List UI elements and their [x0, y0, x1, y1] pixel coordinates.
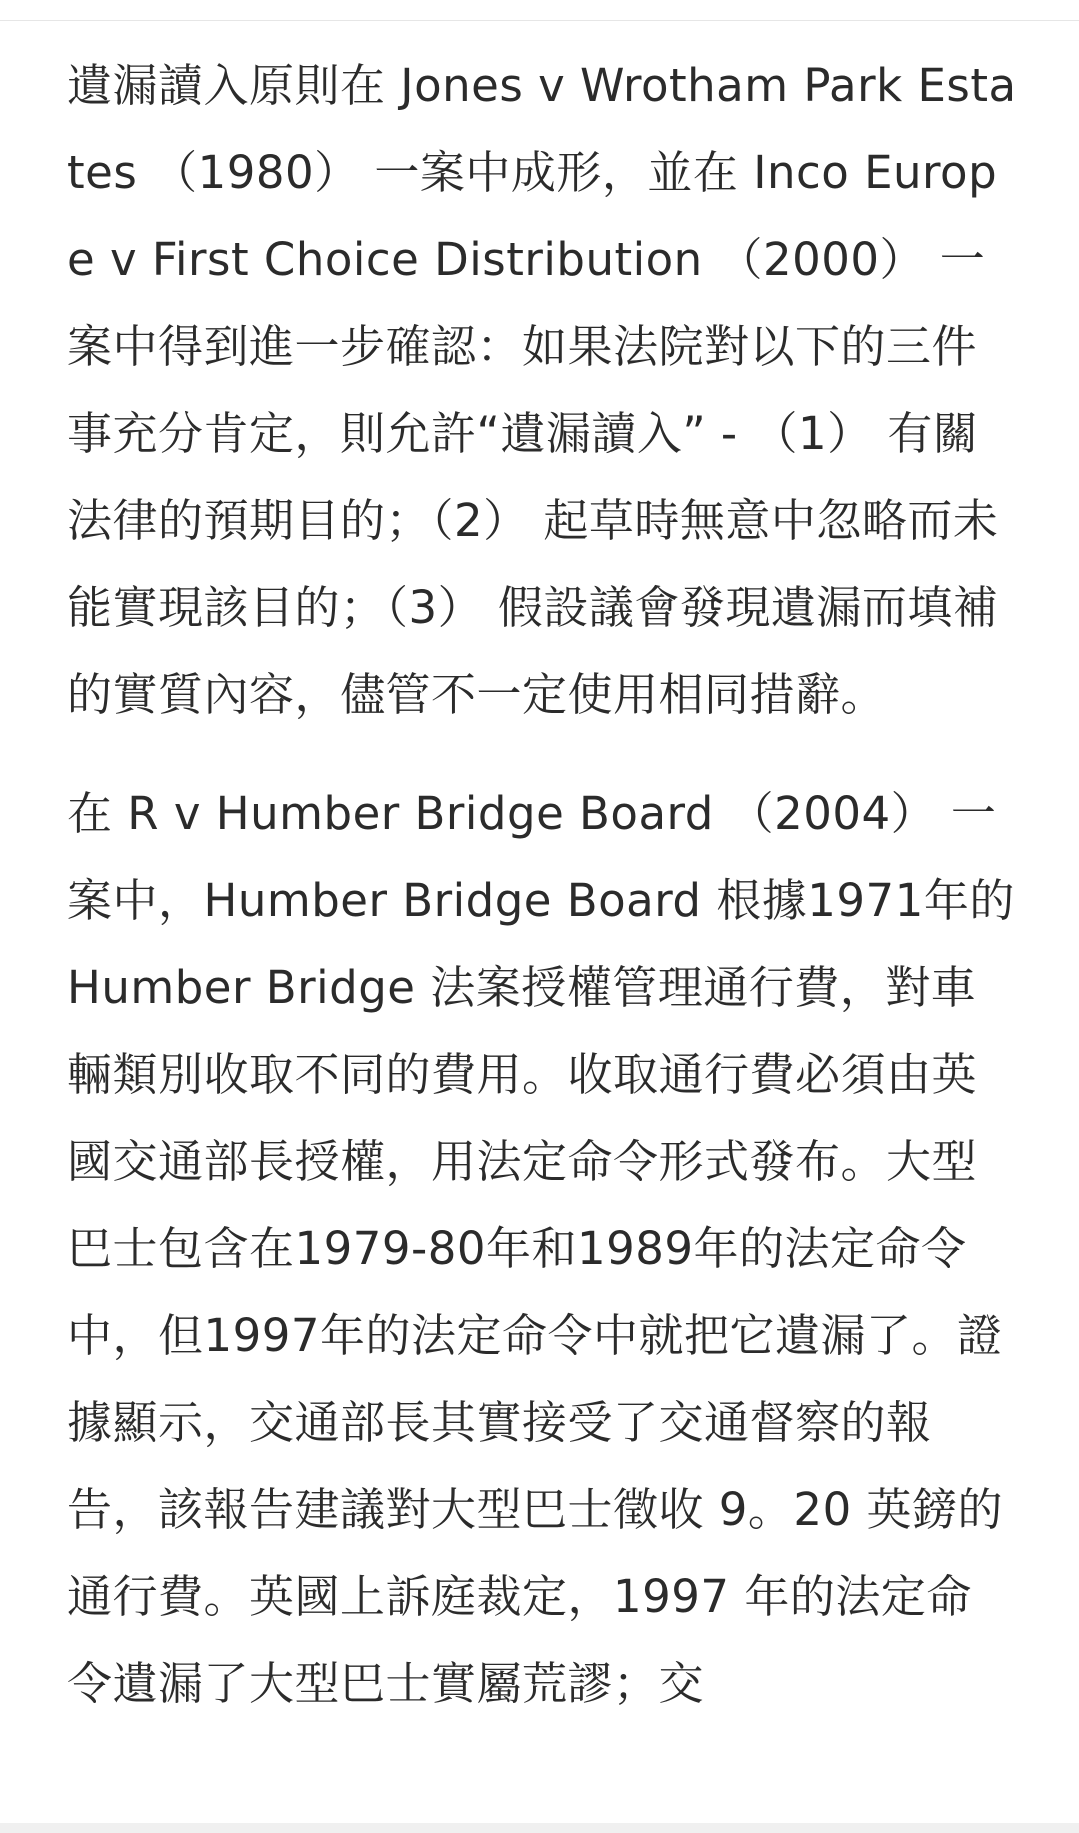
paragraph-humber-bridge-case: 在 R v Humber Bridge Board （2004） 一案中，Humber Bridge Board 根據1971年的 Humber Bridge 法案授權管理通行費，對車輛類別收取不同的費用。收取通行費必須由英國交通部長授權，用法定命令形式發布。大型巴士包含在1979-80年和1989年的法定命令中，但1997年的法定命令中就把它遺漏了。證據顯示，交通部長其實接受了交通督察的報告，該報告建議對大型巴士徵收 9。20 英鎊的通行費。英國上訴庭裁定，1997 年的法定命令遺漏了大型巴士實屬荒謬；交: [67, 787, 1015, 1710]
top-divider: [0, 0, 1079, 21]
bottom-scroll-edge: [0, 1823, 1079, 1833]
paragraph-reading-in-principle: 遺漏讀入原則在 Jones v Wrotham Park Estates （1980） 一案中成形，並在 Inco Europe v First Choice Distribution （2000） 一案中得到進一步確認：如果法院對以下的三件事充分肯定，則允許“遺漏讀入” - （1） 有關法律的預期目的；（2） 起草時無意中忽略而未能實現該目的；（3） 假設議會發現遺漏而填補的實質內容，儘管不一定使用相同措辭。: [67, 59, 1017, 721]
article-body: [67, 42, 1017, 1727]
